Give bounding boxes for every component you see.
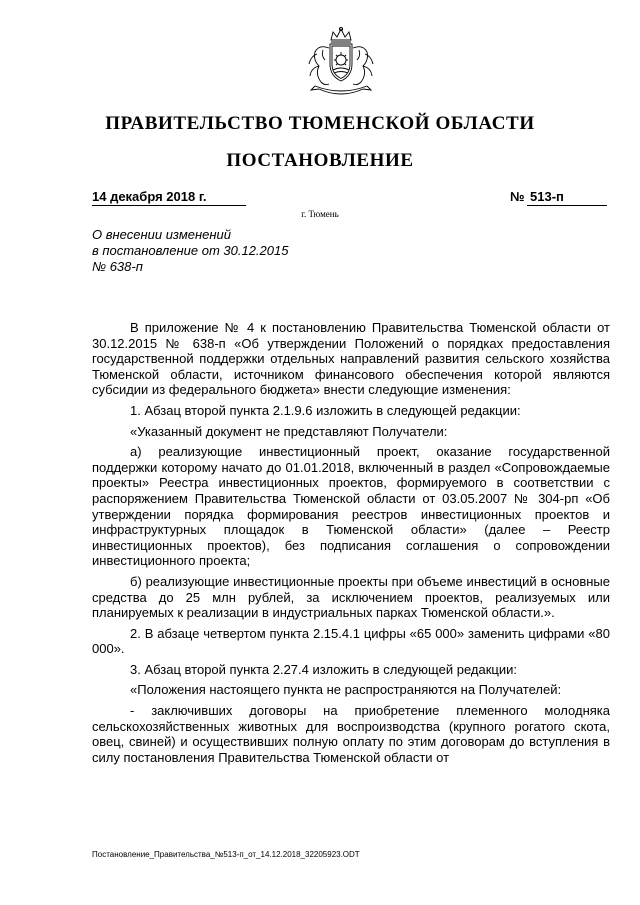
document-body bbox=[92, 320, 610, 770]
body-paragraph: б) реализующие инвестиционные проекты при объеме инвестиций в основные средства до 25 млн рублей, за исключением проектов, реализуемых или планируемых к реализации в индустриальных парках Тюменской области.». bbox=[92, 573, 610, 621]
document-type: ПОСТАНОВЛЕНИЕ bbox=[226, 150, 414, 171]
body-paragraph: В приложение № 4 к постановлению Правительства Тюменской области от 30.12.2015 № 638-п «Об утверждении Положений о порядках предоставления государственной поддержки отдельных направлений развития сельского хозяйства Тюменской области, источником финансового обеспечения которой являются субсидии из федерального бюджета» внести следующие изменения: bbox=[92, 320, 610, 398]
subject-line: в постановление от 30.12.2015 bbox=[92, 243, 289, 258]
document-number-label: № bbox=[510, 189, 525, 204]
subject-line: № 638-п bbox=[92, 259, 143, 274]
document-footer-filename: Постановление_Правительства_№513-п_от_14.12.2018_32205923.ODT bbox=[92, 850, 360, 859]
document-city: г. Тюмень bbox=[301, 209, 339, 219]
body-paragraph: «Положения настоящего пункта не распространяются на Получателей: bbox=[130, 682, 562, 698]
body-paragraph: 1. Абзац второй пункта 2.1.9.6 изложить в следующей редакции: bbox=[130, 402, 521, 418]
body-paragraph: - заключивших договоры на приобретение племенного молодняка сельскохозяйственных животных для воспроизводства (крупного рогатого скота, овец, свиней) и осуществивших полную оплату по этим договорам до вступления в силу постановления Правительства Тюменской области от bbox=[92, 703, 610, 765]
government-title: ПРАВИТЕЛЬСТВО ТЮМЕНСКОЙ ОБЛАСТИ bbox=[105, 113, 535, 134]
document-subject bbox=[92, 227, 352, 275]
body-paragraph: 2. В абзаце четвертом пункта 2.15.4.1 цифры «65 000» заменить цифрами «80 000». bbox=[92, 625, 610, 657]
coat-of-arms-icon bbox=[301, 26, 381, 102]
body-paragraph: «Указанный документ не представляют Получатели: bbox=[130, 423, 448, 439]
document-date: 14 декабря 2018 г. bbox=[92, 190, 246, 206]
body-paragraph: 3. Абзац второй пункта 2.27.4 изложить в следующей редакции: bbox=[130, 661, 517, 677]
body-paragraph: а) реализующие инвестиционный проект, оказание государственной поддержки которому начато до 01.01.2018, включенный в раздел «Сопровождаемые проекты» Реестра инвестиционных проектов, формируемого в соответствии с распоряжением Правительства Тюменской области от 03.05.2007 № 304-рп «Об утверждении порядка формирования реестров инвестиционных проектов и инфраструктурных площадок в Тюменской области» (далее – Реестр инвестиционных проектов), без подписания соглашения о сопровождении инвестиционного проекта; bbox=[92, 444, 610, 569]
document-number: 513-п bbox=[527, 190, 607, 206]
subject-line: О внесении изменений bbox=[92, 227, 231, 242]
